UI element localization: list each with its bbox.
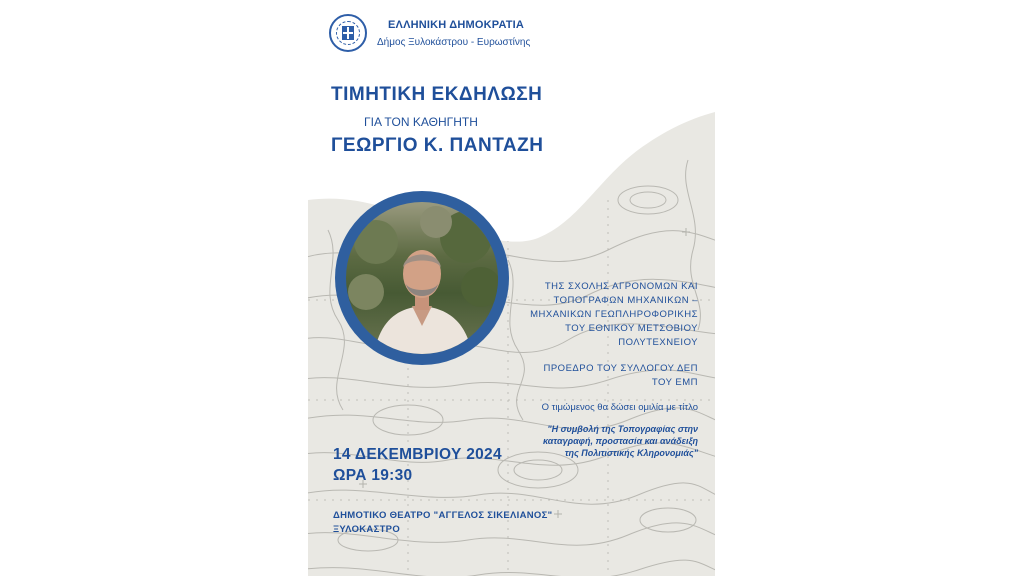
portrait-photo [346,202,498,354]
speech-title-line: "Η συμβολή της Τοπογραφίας στην [547,424,698,434]
speech-intro: Ο τιμώμενος θα δώσει ομιλία με τίτλο [541,402,698,413]
honoree-name: ΓΕΩΡΓΙΟ Κ. ΠΑΝΤΑΖΗ [331,135,544,156]
republic-heading: ΕΛΛΗΝΙΚΗ ΔΗΜΟΚΡΑΤΙΑ [388,19,525,31]
event-title: ΤΙΜΗΤΙΚΗ ΕΚΔΗΛΩΣΗ [331,84,543,105]
event-date: 14 ΔΕΚΕΜΒΡΙΟΥ 2024 [333,446,502,463]
school-affiliation [530,280,698,350]
school-line: ΤΗΣ ΣΧΟΛΗΣ ΑΓΡΟΝΟΜΩΝ ΚΑΙ [544,281,698,292]
event-time: ΩΡΑ 19:30 [333,467,413,484]
event-town: ΞΥΛΟΚΑΣΤΡΟ [333,524,401,535]
portrait-photo-frame [335,191,509,365]
event-poster [308,0,715,576]
speech-title-line: της Πολιτιστικής Κληρονομιάς" [564,448,698,458]
school-line: ΠΟΛΥΤΕΧΝΕΙΟΥ [618,337,698,348]
speech-title-line: καταγραφή, προστασία και ανάδειξη [543,436,698,446]
greek-coat-of-arms-icon [329,14,367,52]
school-line: ΤΟΠΟΓΡΑΦΩΝ ΜΗΧΑΝΙΚΩΝ – [553,295,698,306]
for-professor-line: ΓΙΑ ΤΟΝ ΚΑΘΗΓΗΤΗ [364,115,478,129]
president-role [543,362,698,390]
school-line: ΜΗΧΑΝΙΚΩΝ ΓΕΩΠΛΗΡΟΦΟΡΙΚΗΣ [530,309,698,320]
speech-title [543,423,698,459]
cross-shield-icon [342,26,354,40]
event-venue: ΔΗΜΟΤΙΚΟ ΘΕΑΤΡΟ "ΑΓΓΕΛΟΣ ΣΙΚΕΛΙΑΝΟΣ" [333,510,553,521]
president-line: ΠΡΟΕΔΡΟ ΤΟΥ ΣΥΛΛΟΓΟΥ ΔΕΠ [543,363,698,374]
president-line: ΤΟΥ ΕΜΠ [651,377,698,388]
municipality-name: Δήμος Ξυλοκάστρου - Ευρωστίνης [377,37,531,48]
portrait-illustration [346,202,498,354]
school-line: ΤΟΥ ΕΘΝΙΚΟΥ ΜΕΤΣΟΒΙΟΥ [565,323,698,334]
